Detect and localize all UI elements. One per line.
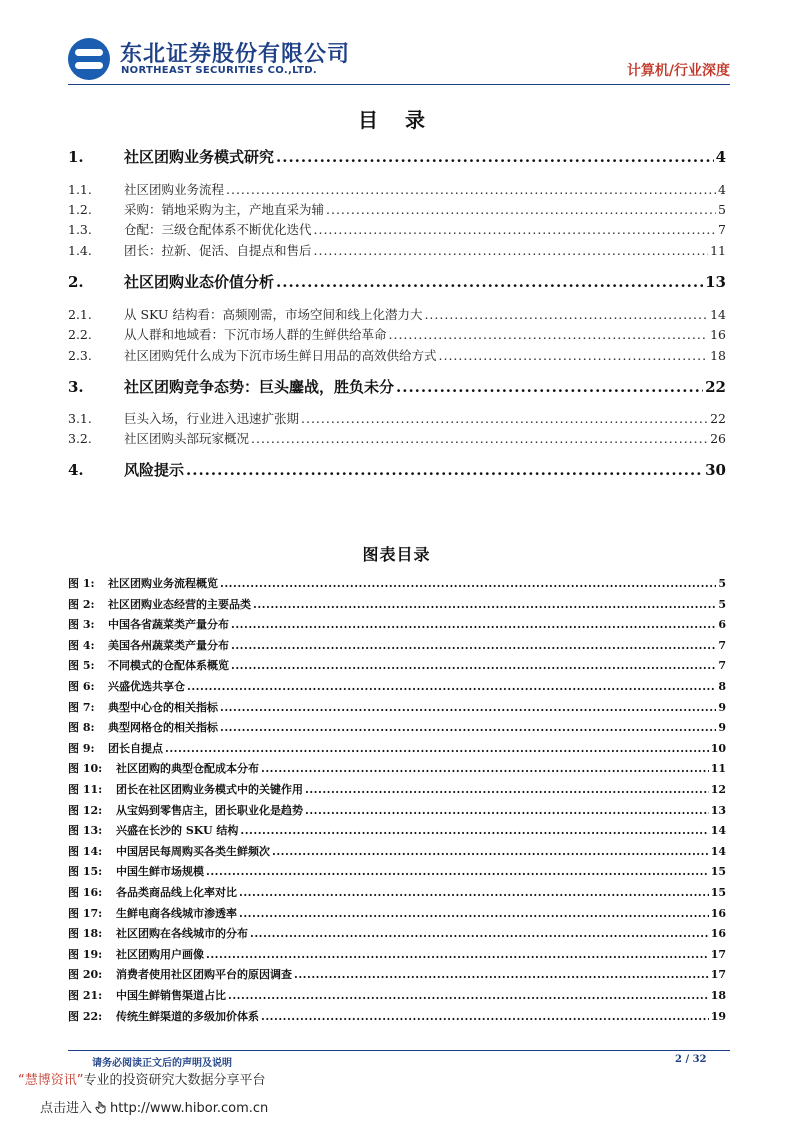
toc-entry-number: 1.3. [68, 222, 92, 237]
figure-entry-label: 图 5: [68, 659, 95, 673]
toc-entry-title: 社区团购竞争态势：巨头鏖战，胜负未分 [124, 378, 395, 396]
figure-entry-label: 图 14: [68, 844, 103, 858]
figure-entry-page: 16 [710, 906, 726, 920]
figure-entry-title: 团长自提点 [108, 741, 163, 755]
toc-entry[interactable] [68, 220, 726, 238]
dot-leader [206, 948, 709, 961]
figure-entry-page: 5 [718, 577, 726, 590]
dot-leader [220, 701, 716, 714]
dot-leader [305, 783, 709, 796]
figure-list-title: 图表目录 [362, 545, 431, 564]
toc-entry-number: 1. [68, 148, 84, 166]
dot-leader [294, 968, 709, 981]
link-url[interactable]: http://www.hibor.com.cn [110, 1101, 269, 1116]
figure-entry-label: 图 20: [68, 968, 103, 982]
figure-entry-label: 图 15: [68, 865, 103, 879]
figure-entry-page: 18 [710, 989, 726, 1002]
figure-entry-label: 图 19: [68, 947, 103, 961]
toc-entry-number: 1.4. [68, 243, 92, 258]
toc-entry-number: 1.1. [68, 182, 92, 197]
figure-entry-page: 17 [710, 968, 726, 982]
page-header [68, 34, 730, 84]
dot-leader [251, 431, 708, 446]
toc-entry[interactable] [68, 241, 726, 259]
toc-entry-page: 22 [705, 378, 726, 396]
toc-entry-number: 3.2. [68, 431, 92, 446]
toc-entry-page: 5 [718, 202, 726, 217]
dot-leader [439, 348, 709, 363]
figure-entry-label: 图 17: [68, 906, 103, 920]
toc-entry-number: 2.3. [68, 348, 92, 363]
figure-entry[interactable] [68, 781, 726, 797]
toc-entry-page: 30 [705, 461, 726, 479]
dot-leader [314, 243, 709, 258]
figure-entry-label: 图 16: [68, 886, 103, 899]
promo-brand: “慧博资讯” [18, 1073, 84, 1088]
figure-entry[interactable] [68, 802, 726, 818]
figure-entry[interactable] [68, 699, 726, 715]
dot-leader [239, 886, 709, 899]
report-category: 计算机/行业深度 [626, 63, 730, 79]
dot-leader [239, 907, 709, 920]
figure-entry-title: 社区团购在各线城市的分布 [116, 927, 248, 941]
toc-entry-title: 社区团购业务模式研究 [124, 148, 275, 166]
dot-leader [231, 659, 716, 672]
toc-entry-number: 2.1. [68, 307, 92, 322]
figure-entry[interactable] [68, 637, 726, 653]
toc-entry-title: 仓配：三级仓配体系不断优化迭代 [124, 222, 312, 237]
toc-entry-number: 3.1. [68, 411, 92, 426]
figure-entry-title: 传统生鲜渠道的多级加价体系 [116, 1009, 259, 1023]
figure-entry-label: 图 6: [68, 680, 95, 693]
figure-entry-title: 社区团购业态经营的主要品类 [108, 597, 251, 611]
page-number: 2 / 32 [675, 1054, 707, 1065]
figure-entry-page: 14 [710, 824, 726, 838]
toc-entry-title: 社区团购业态价值分析 [124, 273, 275, 291]
toc-entry-number: 3. [68, 378, 84, 396]
toc-entry[interactable] [68, 459, 726, 480]
figure-entry-title: 典型网格仓的相关指标 [108, 721, 218, 735]
figure-entry-title: 美国各州蔬菜类产量分布 [108, 638, 229, 652]
figure-entry-label: 图 9: [68, 741, 95, 755]
figure-entry-page: 16 [710, 927, 726, 941]
dot-leader [389, 327, 709, 342]
figure-entry-page: 15 [710, 865, 726, 879]
dot-leader [276, 273, 703, 291]
toc-entry-page: 13 [705, 273, 726, 291]
toc-entry-page: 18 [710, 348, 726, 363]
figure-entry-label: 图 13: [68, 824, 103, 838]
disclaimer-note: 请务必阅读正文后的声明及说明 [92, 1058, 232, 1069]
dot-leader [250, 927, 709, 940]
link-prefix: 点击进入 [40, 1101, 93, 1116]
toc-entry[interactable] [68, 180, 726, 198]
toc-entry[interactable] [68, 146, 726, 167]
figure-entry-label: 图 21: [68, 989, 103, 1002]
figure-entry-page: 10 [710, 741, 726, 755]
figure-entry-label: 图 12: [68, 803, 103, 817]
dot-leader [186, 461, 703, 479]
figure-entry[interactable] [68, 843, 726, 859]
dot-leader [220, 577, 716, 590]
figure-entry[interactable] [68, 946, 726, 962]
figure-entry-title: 社区团购业务流程概览 [108, 577, 218, 590]
toc-entry-page: 11 [710, 243, 726, 258]
footer-divider [68, 1050, 730, 1051]
dot-leader [272, 845, 709, 858]
figure-entry-title: 从宝妈到零售店主，团长职业化是趋势 [116, 803, 303, 817]
figure-entry-title: 社区团购用户画像 [116, 947, 204, 961]
toc-entry-number: 2.2. [68, 327, 92, 342]
company-logo-icon [68, 38, 110, 80]
toc-entry[interactable] [68, 305, 726, 323]
dot-leader [226, 182, 716, 197]
toc-entry-title: 采购：销地采购为主，产地直采为辅 [124, 202, 325, 217]
toc-entry-number: 4. [68, 461, 84, 479]
dot-leader [231, 618, 716, 631]
pointer-hand-icon [94, 1100, 108, 1114]
dot-leader [396, 378, 703, 396]
figure-entry-label: 图 2: [68, 597, 95, 611]
toc-entry[interactable] [68, 429, 726, 447]
figure-entry[interactable] [68, 760, 726, 776]
company-name-cn: 东北证券股份有限公司 [120, 42, 351, 67]
toc-entry-page: 16 [710, 327, 726, 342]
figure-entry-page: 14 [710, 844, 726, 858]
toc-entry-title: 团长：拉新、促活、自提点和售后 [124, 243, 312, 258]
figure-entry-title: 中国居民每周购买各类生鲜频次 [116, 844, 270, 858]
figure-entry-page: 5 [718, 597, 726, 611]
figure-entry[interactable] [68, 719, 726, 735]
figure-entry-label: 图 3: [68, 618, 95, 632]
toc-title: 目 录 [358, 108, 435, 132]
dot-leader [240, 824, 708, 837]
toc-entry-page: 7 [718, 222, 726, 237]
figure-entry-title: 社区团购的典型仓配成本分布 [116, 762, 259, 776]
figure-entry-page: 9 [718, 700, 726, 714]
figure-entry-label: 图 10: [68, 762, 103, 776]
figure-entry-page: 12 [710, 783, 726, 796]
figure-entry[interactable] [68, 987, 726, 1003]
dot-leader [220, 721, 716, 734]
toc-entry[interactable] [68, 409, 726, 427]
figure-entry-title: 兴盛在长沙的 SKU 结构 [116, 824, 239, 838]
figure-entry[interactable] [68, 1008, 726, 1024]
figure-entry-page: 9 [718, 721, 726, 735]
figure-entry-page: 11 [710, 762, 726, 776]
toc-entry[interactable] [68, 346, 726, 364]
dot-leader [165, 742, 709, 755]
figure-entry-title: 各品类商品线上化率对比 [116, 886, 237, 899]
dot-leader [261, 762, 709, 775]
figure-entry-title: 团长在社区团购业务模式中的关键作用 [116, 783, 303, 796]
figure-entry[interactable] [68, 863, 726, 879]
figure-entry-page: 8 [718, 680, 726, 693]
figure-entry-title: 中国生鲜销售渠道占比 [116, 989, 226, 1002]
figure-entry[interactable] [68, 678, 726, 694]
header-divider [68, 84, 730, 85]
toc-entry-title: 社区团购凭什么成为下沉市场生鲜日用品的高效供给方式 [124, 348, 437, 363]
figure-entry-page: 7 [718, 638, 726, 652]
figure-entry-label: 图 8: [68, 721, 95, 735]
figure-entry[interactable] [68, 966, 726, 982]
figure-entry-title: 生鲜电商各线城市渗透率 [116, 906, 237, 920]
toc-entry-page: 4 [718, 182, 726, 197]
toc-entry-title: 风险提示 [124, 461, 185, 479]
figure-entry-label: 图 1: [68, 577, 95, 590]
dot-leader [424, 307, 708, 322]
toc-entry[interactable] [68, 376, 726, 397]
figure-entry-label: 图 22: [68, 1009, 103, 1023]
figure-entry-title: 不同模式的仓配体系概览 [108, 659, 229, 673]
toc-entry[interactable] [68, 271, 726, 292]
promo-banner [18, 1069, 266, 1088]
figure-entry-title: 中国生鲜市场规模 [116, 865, 204, 879]
dot-leader [231, 639, 716, 652]
figure-entry[interactable] [68, 596, 726, 612]
dot-leader [228, 989, 709, 1002]
toc-entry-title: 巨头入场，行业进入迅速扩张期 [124, 411, 300, 426]
figure-entry-title: 兴盛优选共享仓 [108, 680, 185, 693]
figure-entry-page: 13 [710, 803, 726, 817]
figure-entry-label: 图 18: [68, 927, 103, 941]
figure-entry-page: 15 [710, 886, 726, 899]
dot-leader [253, 598, 716, 611]
toc-entry-title: 从 SKU 结构看：高频刚需，市场空间和线上化潜力大 [124, 307, 423, 322]
toc-entry-number: 2. [68, 273, 84, 291]
figure-entry[interactable] [68, 905, 726, 921]
dot-leader [314, 222, 717, 237]
toc-entry-title: 社区团购头部玩家概况 [124, 431, 250, 446]
figure-entry-label: 图 11: [68, 783, 103, 796]
figure-entry[interactable] [68, 740, 726, 756]
toc-entry-title: 从人群和地域看：下沉市场人群的生鲜供给革命 [124, 327, 387, 342]
toc-entry-page: 4 [715, 148, 726, 166]
figure-entry[interactable] [68, 822, 726, 838]
toc-entry[interactable] [68, 325, 726, 343]
site-link[interactable] [40, 1097, 268, 1116]
figure-entry[interactable] [68, 925, 726, 941]
figure-entry-title: 消费者使用社区团购平台的原因调查 [116, 968, 292, 982]
figure-entry-page: 6 [718, 618, 726, 632]
toc-entry-page: 14 [710, 307, 726, 322]
figure-entry-title: 典型中心仓的相关指标 [108, 700, 218, 714]
dot-leader [261, 1010, 709, 1023]
toc-entry[interactable] [68, 200, 726, 218]
toc-entry-title: 社区团购业务流程 [124, 182, 225, 197]
toc-entry-number: 1.2. [68, 202, 92, 217]
company-name-en: NORTHEAST SECURITIES CO.,LTD. [121, 65, 317, 76]
figure-entry[interactable] [68, 884, 726, 900]
dot-leader [206, 865, 709, 878]
figure-entry[interactable] [68, 616, 726, 632]
dot-leader [301, 411, 708, 426]
toc-entry-page: 26 [710, 431, 726, 446]
dot-leader [305, 804, 709, 817]
figure-entry-page: 17 [710, 947, 726, 961]
toc-entry-page: 22 [710, 411, 726, 426]
figure-entry[interactable] [68, 575, 726, 591]
figure-entry-label: 图 4: [68, 638, 95, 652]
dot-leader [187, 680, 716, 693]
dot-leader [326, 202, 716, 217]
figure-entry[interactable] [68, 657, 726, 673]
dot-leader [276, 148, 714, 166]
figure-entry-label: 图 7: [68, 700, 95, 714]
figure-entry-title: 中国各省蔬菜类产量分布 [108, 618, 229, 632]
promo-text: 专业的投资研究大数据分享平台 [83, 1073, 266, 1088]
figure-entry-page: 7 [718, 659, 726, 673]
figure-entry-page: 19 [710, 1009, 726, 1023]
